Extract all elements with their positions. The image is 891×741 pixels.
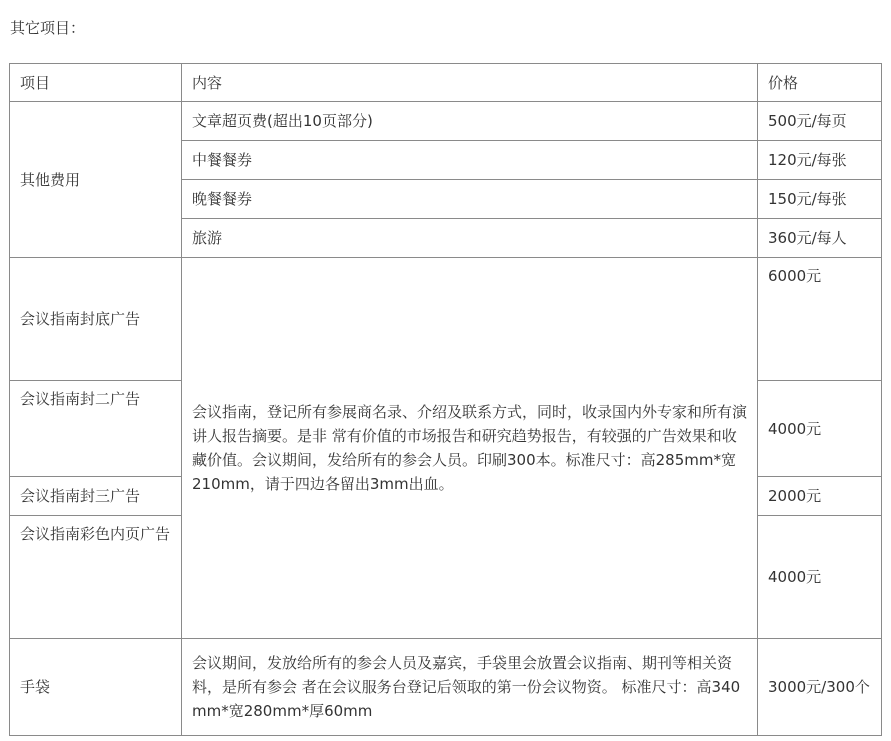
ad-price: 6000元: [758, 258, 882, 381]
table-header-row: [10, 64, 882, 102]
handbag-content: 会议期间，发放给所有的参会人员及嘉宾，手袋里会放置会议指南、期刊等相关资料，是所有参会 者在会议服务台登记后领取的第一份会议物资。 标准尺寸：高340mm*宽280mm*厚60mm: [182, 639, 758, 736]
table-row: [10, 258, 882, 381]
ad-item: 会议指南封二广告: [10, 381, 182, 477]
fee-price: 500元/每页: [758, 102, 882, 141]
section-heading: 其它项目：: [10, 19, 86, 37]
ad-item: 会议指南封三广告: [10, 477, 182, 516]
ad-description: 会议指南，登记所有参展商名录、介绍及联系方式，同时，收录国内外专家和所有演讲人报告摘要。是非 常有价值的市场报告和研究趋势报告，有较强的广告效果和收藏价值。会议期间，发给所有的参会人员。印刷300本。标准尺寸：高285mm*宽 210mm，请于四边各留出3mm出血。: [182, 258, 758, 639]
other-items-table: [9, 63, 882, 736]
handbag-item: 手袋: [10, 639, 182, 736]
fee-content: 晚餐餐券: [182, 180, 758, 219]
ad-price: 2000元: [758, 477, 882, 516]
ad-item: 会议指南封底广告: [10, 258, 182, 381]
ad-item: 会议指南彩色内页广告: [10, 516, 182, 639]
header-item: 项目: [10, 64, 182, 102]
fee-content: 旅游: [182, 219, 758, 258]
handbag-price: 3000元/300个: [758, 639, 882, 736]
header-price: 价格: [758, 64, 882, 102]
table-row: [10, 639, 882, 736]
fee-price: 150元/每张: [758, 180, 882, 219]
fee-content: 中餐餐券: [182, 141, 758, 180]
fee-price: 360元/每人: [758, 219, 882, 258]
fee-price: 120元/每张: [758, 141, 882, 180]
table-row: [10, 102, 882, 141]
ad-price: 4000元: [758, 516, 882, 639]
header-content: 内容: [182, 64, 758, 102]
other-fees-category: 其他费用: [10, 102, 182, 258]
ad-price: 4000元: [758, 381, 882, 477]
fee-content: 文章超页费(超出10页部分): [182, 102, 758, 141]
